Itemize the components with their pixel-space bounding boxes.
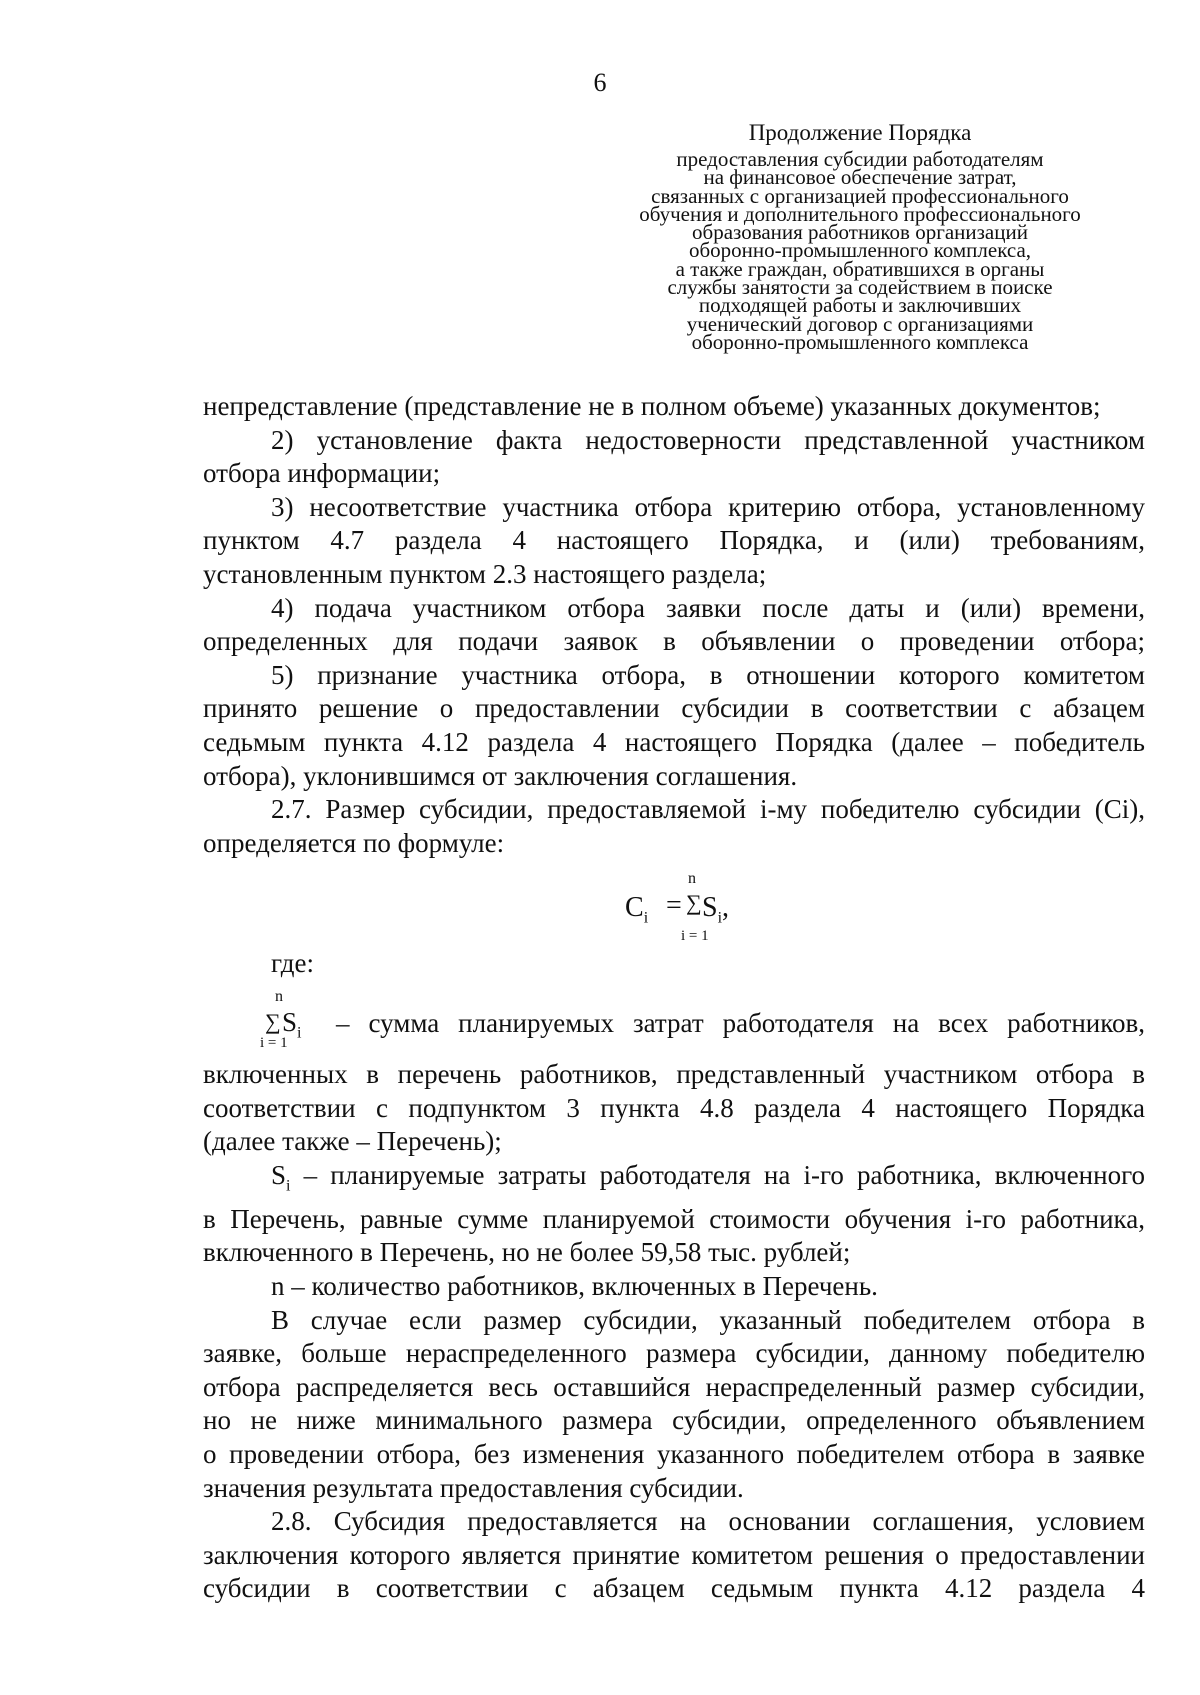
text-line: отбора распределяется весь оставшийся нераспределенный размер субсидии, [203, 1371, 1145, 1402]
text-line: отбора информации; [203, 458, 441, 489]
sum-lower-limit: i = 1 [260, 1035, 288, 1051]
text-line: $S_i$ – планируемые затраты работодателя на i-го работника, включенного [271, 1159, 1145, 1195]
text-line: принято решение о предоставлении субсидии в соответствии с абзацем [203, 693, 1145, 724]
body-text-top [203, 390, 1145, 860]
text-line: 4) подача участником отбора заявки после даты и (или) времени, [271, 592, 1145, 623]
subsidy-formula [620, 870, 760, 946]
text-line: В случае если размер субсидии, указанный победителем отбора в [271, 1304, 1145, 1335]
text-line: заявке, больше нераспределенного размера субсидии, данному победителю [203, 1338, 1145, 1369]
sum-definition [258, 988, 1145, 1052]
header-line: на финансовое обеспечение затрат, [703, 165, 1017, 190]
formula-ci: $C_i$ [625, 892, 649, 927]
text-line: определяется по формуле: [203, 827, 505, 858]
where-label: где: [271, 948, 314, 978]
text-line: 3) несоответствие участника отбора критерию отбора, установленному [271, 491, 1145, 522]
formula-si: $S_i$, [702, 892, 730, 927]
header-line: образования работников организаций [692, 220, 1028, 245]
sigma-symbol: ∑ [686, 890, 702, 915]
text-line: значения результата предоставления субсидии. [203, 1472, 744, 1503]
text-line: субсидии в соответствии с абзацем седьмым пункта 4.12 раздела 4 [203, 1573, 1145, 1604]
text-line: включенного в Перечень, но не более 59,58 тыс. рублей; [203, 1237, 851, 1268]
header-line: предоставления субсидии работодателям [676, 147, 1044, 171]
body-text-bottom [203, 1058, 1145, 1606]
text-line: непредставление (представление не в полном объеме) указанных документов; [203, 391, 1101, 421]
formula-upper-limit: n [688, 870, 696, 887]
header-line: а также граждан, обратившихся в органы [675, 256, 1045, 281]
text-line: соответствии с подпунктом 3 пункта 4.8 раздела 4 настоящего Порядка [203, 1092, 1145, 1123]
header-title: Продолжение Порядка [748, 120, 972, 145]
document-header [600, 120, 1120, 354]
text-line: определенных для подачи заявок в объявлении о проведении отбора; [203, 626, 1145, 657]
text-line: n – количество работников, включенных в Перечень. [271, 1270, 878, 1301]
sum-si: $S_i$ [282, 1007, 302, 1042]
sum-definition-text: – сумма планируемых затрат работодателя на всех работников, [336, 1008, 1145, 1038]
formula-equals: = [666, 890, 682, 921]
header-line: обучения и дополнительного профессионального [639, 201, 1081, 226]
text-line: пунктом 4.7 раздела 4 настоящего Порядка, и (или) требованиям, [203, 525, 1145, 556]
text-line: 2.8. Субсидия предоставляется на основании соглашения, условием [271, 1506, 1145, 1537]
text-line: о проведении отбора, без изменения указанного победителем отбора в заявке [203, 1438, 1145, 1469]
sigma-symbol: ∑ [265, 1009, 281, 1034]
text-line: 2.7. Размер субсидии, предоставляемой i-му победителю субсидии (Ci), [271, 794, 1145, 825]
header-line: службы занятости за содействием в поиске [667, 275, 1053, 300]
text-line: заключения которого является принятие комитетом решения о предоставлении [203, 1539, 1145, 1570]
text-line: седьмым пункта 4.12 раздела 4 настоящего Порядка (далее – победитель [203, 726, 1145, 757]
text-line: 2) установление факта недостоверности представленной участником [271, 424, 1145, 455]
text-line: отбора), уклонившимся от заключения соглашения. [203, 760, 798, 791]
formula-lower-limit: i = 1 [681, 928, 709, 944]
text-line: но не ниже минимального размера субсидии, определенного объявлением [203, 1405, 1145, 1436]
text-line: включенных в перечень работников, представленный участником отбора в [203, 1059, 1145, 1089]
header-line: оборонно-промышленного комплекса [691, 329, 1029, 354]
header-line: ученический договор с организациями [686, 311, 1034, 336]
sum-upper-limit: n [275, 988, 283, 1005]
header-line: подходящей работы и заключивших [698, 293, 1022, 318]
header-line: связанных с организацией профессионального [651, 183, 1069, 208]
page-number: 6 [593, 68, 607, 97]
text-line: 5) признание участника отбора, в отношении которого комитетом [271, 659, 1145, 690]
text-line: в Перечень, равные сумме планируемой стоимости обучения i-го работника, [203, 1203, 1145, 1234]
text-line: (далее также – Перечень); [203, 1126, 502, 1157]
header-line: оборонно-промышленного комплекса, [688, 238, 1032, 263]
text-line: установленным пунктом 2.3 настоящего раздела; [203, 558, 767, 589]
